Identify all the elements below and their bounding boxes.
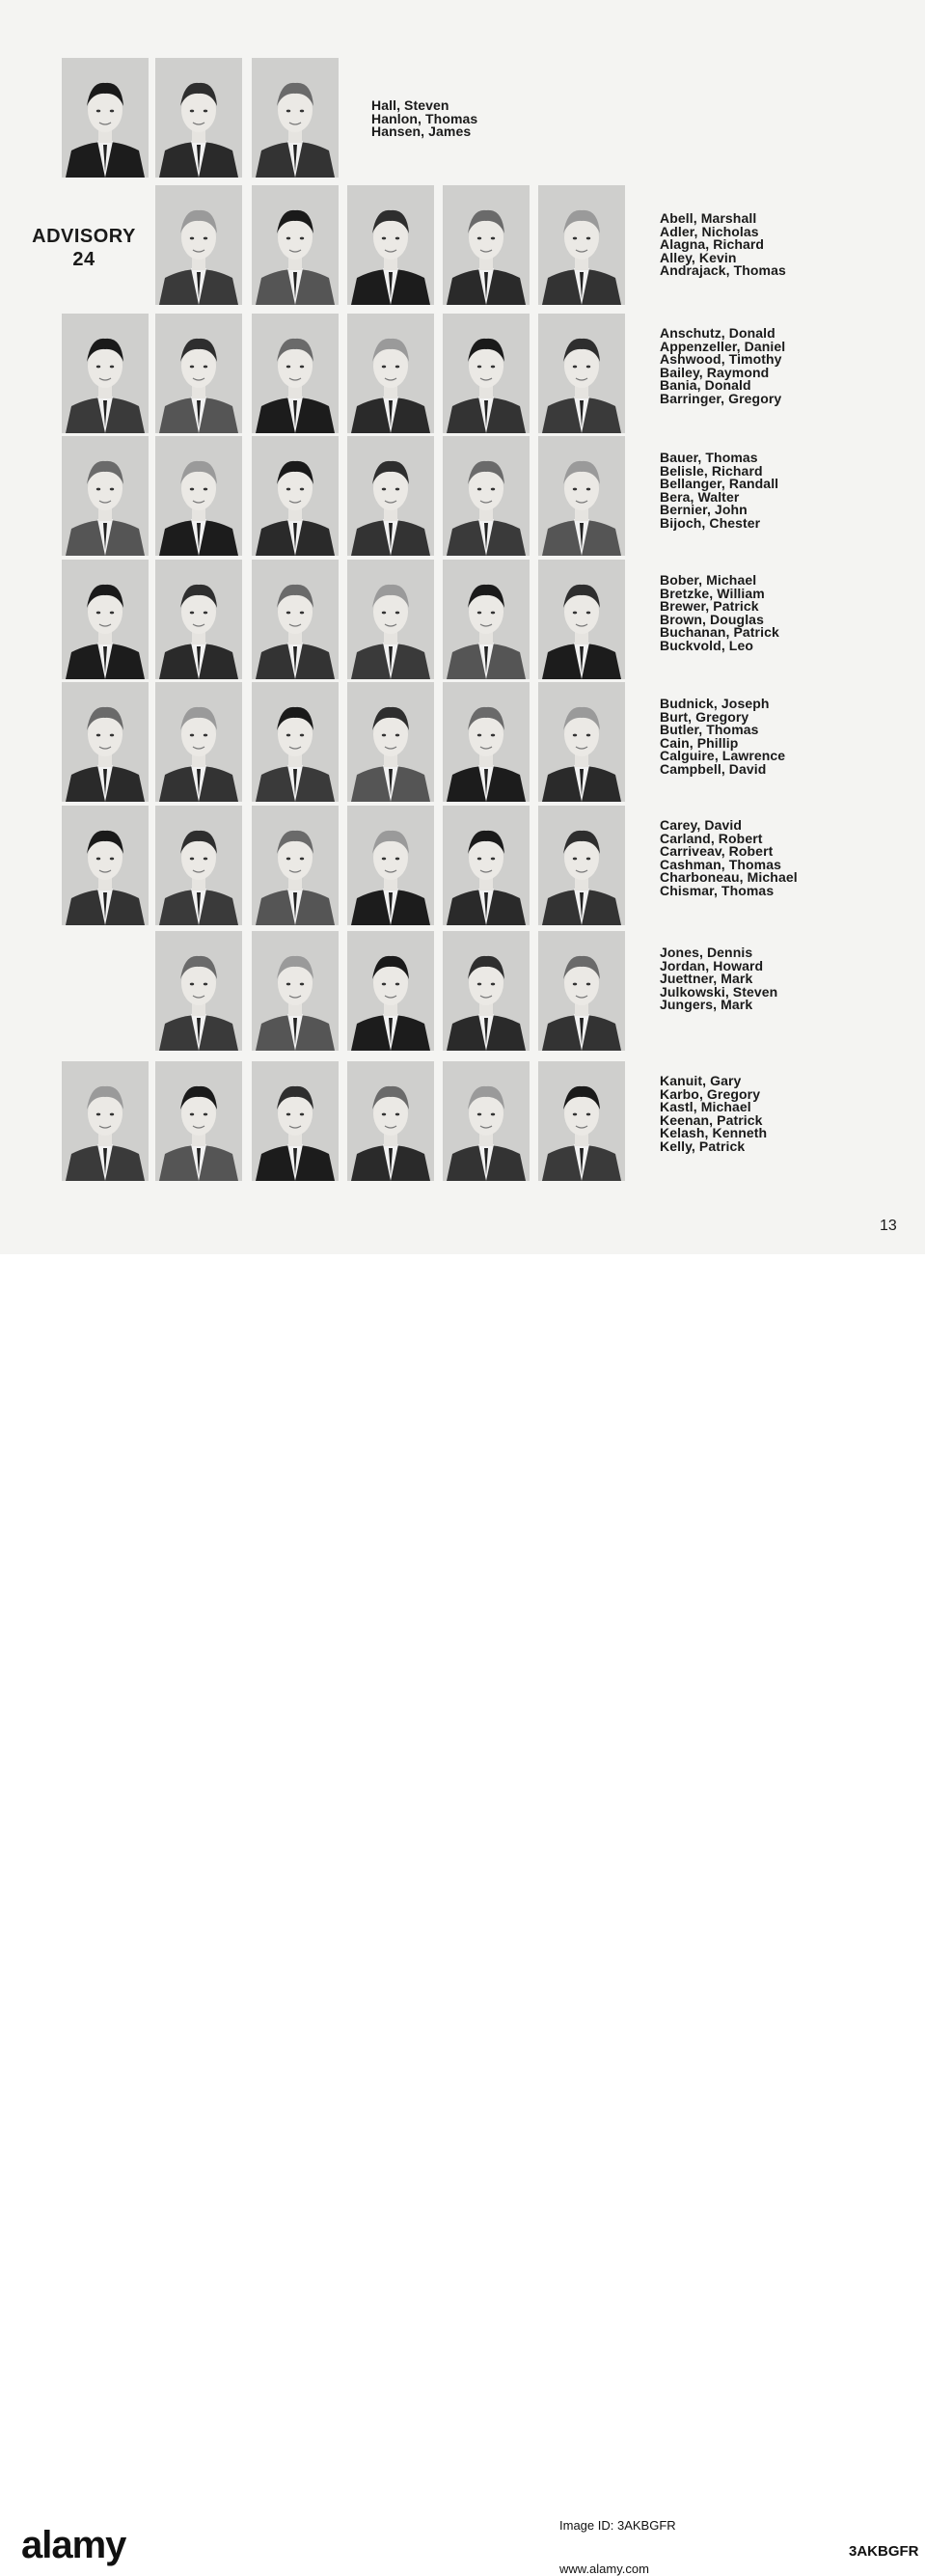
student-name: Brown, Douglas (660, 611, 764, 627)
student-name: Alagna, Richard (660, 236, 765, 253)
student-name: Kanuit, Gary (660, 1073, 742, 1088)
student-portrait (252, 185, 339, 305)
student-portrait (443, 806, 530, 925)
student-portrait (62, 1061, 149, 1181)
image-id-line: Image ID: 3AKBGFR (559, 2518, 676, 2533)
name-list (660, 327, 785, 406)
student-name: Barringer, Gregory (660, 390, 782, 406)
student-name: Karbo, Gregory (660, 1085, 761, 1102)
student-portrait (155, 806, 242, 925)
student-portrait (62, 436, 149, 556)
student-name: Bernier, John (660, 502, 748, 518)
student-portrait (155, 682, 242, 802)
student-portrait (443, 931, 530, 1051)
student-name: Carey, David (660, 817, 742, 833)
student-portrait (538, 185, 625, 305)
student-portrait (62, 58, 149, 178)
student-name: Hansen, James (371, 123, 472, 140)
student-name: Keenan, Patrick (660, 1111, 763, 1128)
student-name: Cashman, Thomas (660, 856, 781, 872)
student-name: Hall, Steven (371, 97, 449, 113)
student-name: Charboneau, Michael (660, 869, 798, 886)
student-name: Bellanger, Randall (660, 476, 779, 492)
name-list (660, 574, 779, 653)
student-portrait (347, 314, 434, 433)
student-portrait (347, 931, 434, 1051)
student-name: Bera, Walter (660, 488, 740, 505)
image-code: 3AKBGFR (849, 2543, 919, 2560)
student-portrait (347, 560, 434, 679)
student-portrait (62, 682, 149, 802)
student-name: Budnick, Joseph (660, 696, 770, 711)
student-portrait (155, 185, 242, 305)
student-name: Kelly, Patrick (660, 1137, 746, 1154)
student-name: Carland, Robert (660, 830, 763, 846)
yearbook-page (0, 0, 925, 1254)
student-portrait (443, 185, 530, 305)
student-portrait (538, 1061, 625, 1181)
student-portrait (252, 931, 339, 1051)
student-portrait (347, 436, 434, 556)
student-portrait (155, 314, 242, 433)
student-portrait (252, 682, 339, 802)
page-number: 13 (880, 1218, 897, 1234)
student-name: Kelash, Kenneth (660, 1125, 768, 1141)
student-portrait (347, 806, 434, 925)
advisory-title: ADVISORY (32, 226, 136, 247)
student-portrait (252, 436, 339, 556)
student-portrait (252, 806, 339, 925)
student-portrait (252, 58, 339, 178)
student-name: Burt, Gregory (660, 708, 749, 725)
alamy-logo: alamy (21, 2524, 126, 2566)
student-name: Jones, Dennis (660, 945, 753, 960)
student-portrait (443, 560, 530, 679)
name-list (371, 99, 477, 139)
name-list (660, 452, 778, 531)
student-name: Alley, Kevin (660, 249, 737, 265)
student-name: Bania, Donald (660, 377, 751, 394)
student-name: Chismar, Thomas (660, 882, 775, 898)
student-portrait (538, 931, 625, 1051)
student-portrait (347, 1061, 434, 1181)
student-portrait (252, 560, 339, 679)
student-name: Buchanan, Patrick (660, 624, 779, 641)
student-portrait (155, 560, 242, 679)
student-name: Bijoch, Chester (660, 514, 761, 531)
watermark-footer (0, 1254, 925, 2576)
student-name: Carriveav, Robert (660, 843, 774, 860)
student-name: Appenzeller, Daniel (660, 338, 786, 354)
student-name: Hanlon, Thomas (371, 110, 478, 126)
student-name: Anschutz, Donald (660, 325, 775, 341)
student-portrait (538, 436, 625, 556)
student-portrait (538, 806, 625, 925)
student-name: Calguire, Lawrence (660, 748, 786, 764)
student-portrait (347, 185, 434, 305)
student-portrait (538, 560, 625, 679)
name-list (660, 698, 785, 777)
student-name: Bretzke, William (660, 585, 765, 601)
student-name: Butler, Thomas (660, 722, 759, 738)
student-name: Belisle, Richard (660, 462, 763, 479)
student-portrait (252, 314, 339, 433)
student-name: Buckvold, Leo (660, 637, 753, 653)
student-portrait (443, 436, 530, 556)
student-portrait (155, 1061, 242, 1181)
student-portrait (347, 682, 434, 802)
student-portrait (443, 1061, 530, 1181)
student-name: Adler, Nicholas (660, 223, 759, 239)
student-name: Bober, Michael (660, 572, 757, 588)
student-name: Juettner, Mark (660, 971, 753, 987)
name-list (660, 819, 798, 898)
student-name: Brewer, Patrick (660, 598, 759, 615)
student-name: Jordan, Howard (660, 957, 764, 973)
student-portrait (155, 931, 242, 1051)
advisory-heading (21, 225, 147, 271)
student-portrait (62, 560, 149, 679)
student-portrait (62, 806, 149, 925)
student-portrait (443, 314, 530, 433)
student-name: Jungers, Mark (660, 997, 753, 1013)
student-name: Bailey, Raymond (660, 364, 770, 380)
student-name: Julkowski, Steven (660, 983, 778, 1000)
student-name: Kastl, Michael (660, 1099, 751, 1115)
name-list (660, 1075, 767, 1154)
student-name: Andrajack, Thomas (660, 262, 786, 279)
student-portrait (538, 314, 625, 433)
name-list (660, 946, 777, 1012)
student-portrait (538, 682, 625, 802)
student-portrait (443, 682, 530, 802)
student-name: Campbell, David (660, 760, 767, 777)
student-portrait (62, 314, 149, 433)
student-portrait (155, 436, 242, 556)
student-name: Cain, Phillip (660, 734, 739, 751)
advisory-number: 24 (72, 249, 95, 270)
student-name: Abell, Marshall (660, 210, 757, 226)
student-portrait (155, 58, 242, 178)
student-portrait (252, 1061, 339, 1181)
name-list (660, 212, 786, 278)
student-name: Bauer, Thomas (660, 450, 758, 465)
footer-url: www.alamy.com (559, 2562, 649, 2576)
student-name: Ashwood, Timothy (660, 351, 782, 368)
